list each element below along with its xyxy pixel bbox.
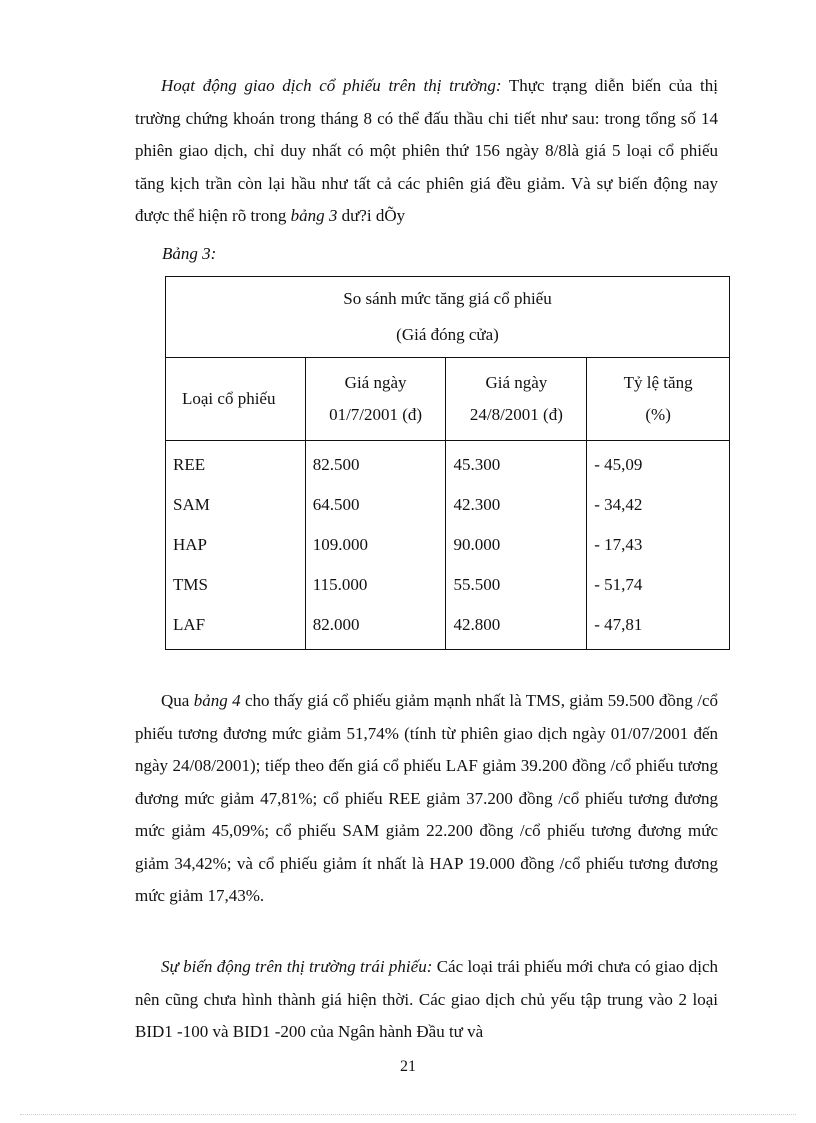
table-header-row (166, 358, 730, 441)
table-title-row (166, 277, 730, 358)
paragraph-text: Các loại trái phiếu mới chưa có giao dịch nên cũng chưa hình thành giá hiện thời. Các giao dịch chủ yếu tập trung vào 2 loại BID1 -100 và BID1 -200 của Ngân hành Đầu tư và (135, 957, 718, 1041)
header-price-jul-line1: Giá ngày (344, 373, 407, 392)
header-stock-type-label: Loại cổ phiếu (182, 389, 276, 408)
header-price-aug-line2: 24/8/2001 (đ) (469, 405, 563, 424)
paragraph-table-analysis (135, 685, 718, 913)
header-price-jul (305, 358, 446, 441)
table-cell-change: - 51,74 (594, 575, 643, 594)
table-cell-change: - 45,09 (594, 455, 643, 474)
table-cell-price-jul: 82.000 (312, 615, 360, 634)
table-title-line2: (Giá đóng cửa) (396, 325, 499, 344)
paragraph-tail: dư?i dÕy (337, 206, 406, 225)
table-cell-ticker: HAP (173, 535, 208, 554)
stock-price-table (165, 276, 730, 650)
header-stock-type (166, 358, 306, 441)
table-title (166, 277, 730, 358)
table-cell-price-aug: 45.300 (453, 455, 501, 474)
table-cell-change: - 17,43 (594, 535, 643, 554)
table-cell-price-aug: 90.000 (453, 535, 501, 554)
table-body-row (166, 441, 730, 650)
header-change-rate (587, 358, 730, 441)
paragraph-lead: Qua (161, 691, 194, 710)
column-change (587, 441, 730, 650)
paragraph-text: Thực trạng diễn biến của thị trường chứng khoán trong tháng 8 có thể đấu thầu chi tiết như sau: trong tổng số 14 phiên giao dịch, chỉ duy nhất có một phiên thứ 156 ngày 8/8là giá 5 loại cổ phiếu tăng kịch trần còn lại hầu như tất cả các phiên giá đều giảm. Và sự biến động nay được thể hiện rõ trong (135, 76, 719, 225)
paragraph-bond-market (135, 951, 718, 1049)
section-lead-stock-trading: Hoạt động giao dịch cổ phiếu trên thị trường: (161, 76, 502, 95)
column-ticker (166, 441, 306, 650)
table-cell-price-aug: 55.500 (453, 575, 501, 594)
table-cell-ticker: REE (173, 455, 206, 474)
table-cell-ticker: TMS (173, 575, 208, 594)
paragraph-stock-trading (135, 70, 718, 233)
section-lead-bond-market: Sự biến động trên thị trường trái phiếu: (161, 957, 433, 976)
table-cell-price-jul: 109.000 (312, 535, 368, 554)
header-change-line2: (%) (645, 405, 671, 424)
header-price-aug-line1: Giá ngày (485, 373, 548, 392)
table-cell-price-aug: 42.800 (453, 615, 501, 634)
table-title-line1: So sánh mức tăng giá cổ phiếu (343, 289, 552, 308)
header-change-line1: Tỷ lệ tăng (623, 373, 693, 392)
page-number: 21 (400, 1058, 416, 1075)
column-price-aug (446, 441, 587, 650)
page-bottom-divider (20, 1114, 796, 1115)
table-cell-ticker: LAF (173, 615, 206, 634)
table-reference: bảng 3 (290, 206, 338, 225)
header-price-jul-line2: 01/7/2001 (đ) (329, 405, 423, 424)
table-cell-change: - 34,42 (594, 495, 643, 514)
paragraph-text: cho thấy giá cổ phiếu giảm mạnh nhất là TMS, giảm 59.500 đồng /cổ phiếu tương đương mức giảm 51,74% (tính từ phiên giao dịch ngày 01/07/2001 đến ngày 24/08/2001); tiếp theo đến giá cổ phiếu LAF giảm 39.200 đồng /cổ phiếu tương đương mức giảm 47,81%; cổ phiếu REE giảm 37.200 đồng /cổ phiếu tương đương mức giảm 45,09%; cổ phiếu SAM giảm 22.200 đồng /cổ phiếu tương đương mức giảm 34,42%; và cổ phiếu giảm ít nhất là HAP 19.000 đồng /cổ phiếu tương đương mức giảm 17,43%. (135, 691, 718, 905)
table-cell-ticker: SAM (173, 495, 210, 514)
table-cell-price-jul: 64.500 (312, 495, 360, 514)
column-price-jul (305, 441, 446, 650)
table-cell-price-jul: 115.000 (312, 575, 368, 594)
table-cell-price-aug: 42.300 (453, 495, 501, 514)
table-caption: Bảng 3: (162, 244, 217, 263)
table-reference: bảng 4 (193, 691, 241, 710)
table-cell-price-jul: 82.500 (312, 455, 360, 474)
table-cell-change: - 47,81 (594, 615, 643, 634)
header-price-aug (446, 358, 587, 441)
